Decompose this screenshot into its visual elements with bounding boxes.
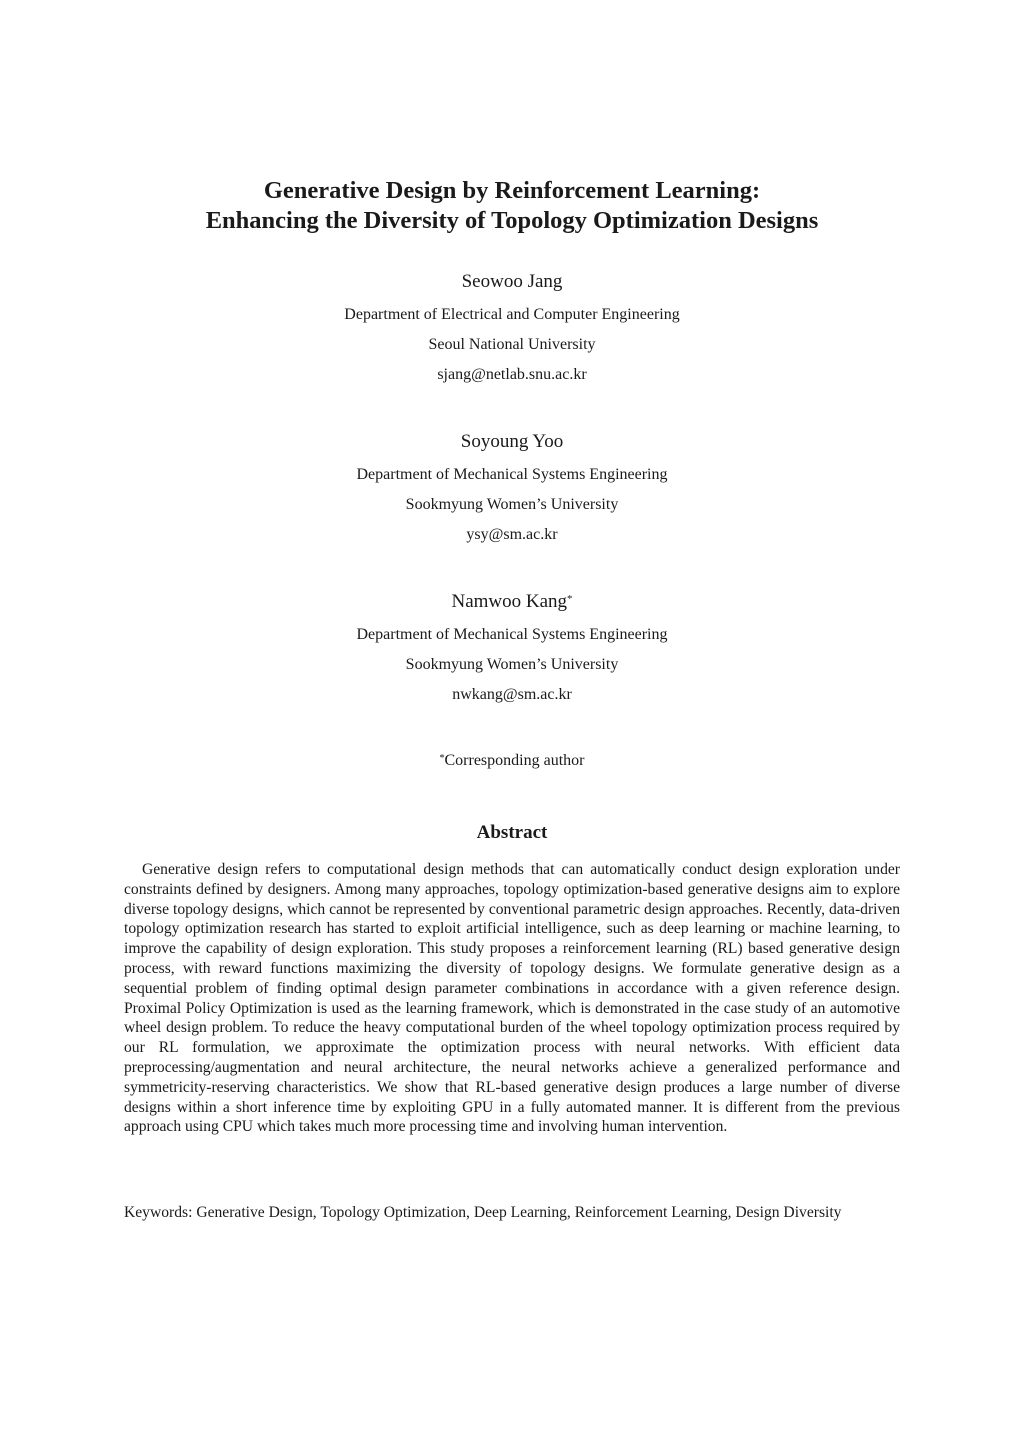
corresponding-note-marker: * — [439, 753, 445, 764]
author-name-with-marker — [0, 590, 1024, 620]
corresponding-author-note — [0, 750, 1024, 772]
author-department: Department of Mechanical Systems Engineering — [356, 626, 668, 643]
author-university: Sookmyung Women’s University — [405, 656, 619, 673]
author-name: Seowoo Jang — [461, 271, 563, 292]
author-university: Seoul National University — [428, 336, 596, 353]
author-block-2 — [0, 430, 1024, 550]
abstract-heading: Abstract — [476, 822, 548, 843]
author-email: sjang@netlab.snu.ac.kr — [437, 366, 587, 383]
author-university: Sookmyung Women’s University — [405, 496, 619, 513]
paper-title — [0, 176, 1024, 236]
author-name: Soyoung Yoo — [460, 431, 564, 452]
author-email: ysy@sm.ac.kr — [466, 526, 558, 543]
title-line-2: Enhancing the Diversity of Topology Optimization Designs — [205, 207, 819, 234]
title-line-1: Generative Design by Reinforcement Learning: — [263, 177, 761, 204]
author-block-1 — [0, 270, 1024, 390]
corresponding-note-text: Corresponding author — [444, 752, 585, 769]
author-name: Namwoo Kang — [451, 591, 568, 612]
author-email: nwkang@sm.ac.kr — [452, 686, 572, 703]
author-block-3 — [0, 590, 1024, 710]
corresponding-marker: * — [567, 593, 573, 605]
author-department: Department of Electrical and Computer Engineering — [344, 306, 680, 323]
author-department: Department of Mechanical Systems Engineering — [356, 466, 668, 483]
keywords: Keywords: Generative Design, Topology Optimization, Deep Learning, Reinforcement Learning, Design Diversity — [124, 1204, 842, 1221]
abstract-body: Generative design refers to computational design methods that can automatically conduct design exploration under constraints defined by designers. Among many approaches, topology optimization-based generative designs aim to explore diverse topology designs, which cannot be represented by conventional parametric design approaches. Recently, data-driven topology optimization research has started to exploit artificial intelligence, such as deep learning or machine learning, to improve the capability of design exploration. This study proposes a reinforcement learning (RL) based generative design process, with reward functions maximizing the diversity of topology designs. We formulate generative design as a sequential problem of finding optimal design parameter combinations in accordance with a given reference design. Proximal Policy Optimization is used as the learning framework, which is demonstrated in the case study of an automotive wheel design problem. To reduce the heavy computational burden of the wheel topology optimization process required by our RL formulation, we approximate the optimization process with neural networks. With efficient data preprocessing/augmentation and neural architecture, the neural networks achieve a generalized performance and symmetricity-reserving characteristics. We show that RL-based generative design produces a large number of diverse designs within a short inference time by exploiting GPU in a fully automated manner. It is different from the previous approach using CPU which takes much more processing time and involving human intervention. — [124, 861, 900, 1136]
